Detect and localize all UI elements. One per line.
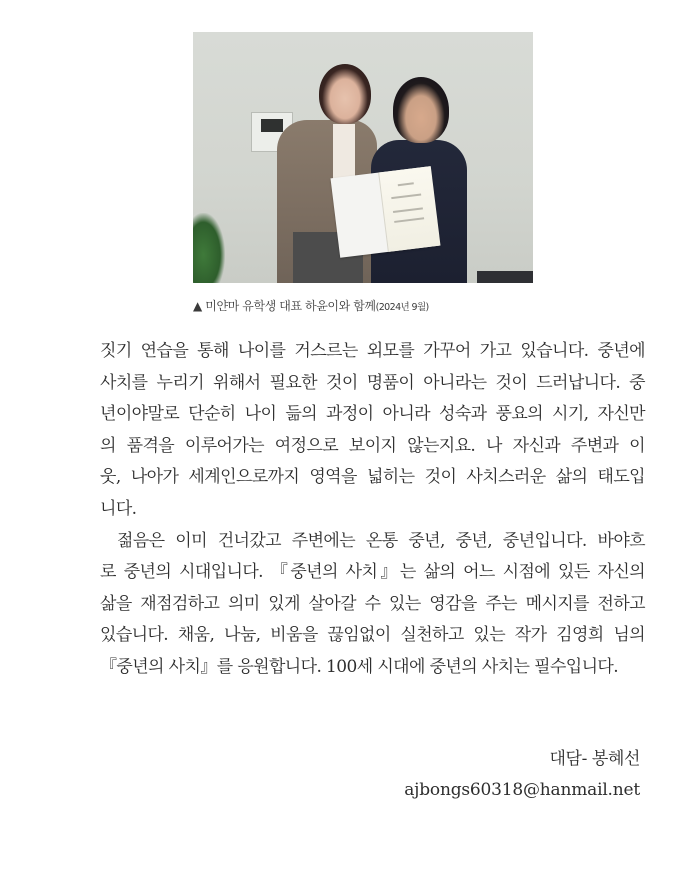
chair bbox=[477, 271, 533, 283]
plant bbox=[193, 213, 225, 283]
interviewer-name: 대담- 봉혜선 bbox=[549, 749, 640, 769]
paragraph-1 bbox=[100, 336, 645, 526]
article-body bbox=[100, 336, 645, 684]
email-address: ajbongs60318@hanmail.net bbox=[404, 780, 640, 800]
text-line: 사치를 누리기 위해서 필요한 것이 명품이 아니라는 것이 드러납니다. 중 bbox=[100, 372, 645, 393]
text-line: 젊음은 이미 건너갔고 주변에는 온통 중년, 중년, 중년입니다. 바야흐 bbox=[117, 530, 645, 551]
text-line: 의 품격을 이루어가는 여정으로 보이지 않는지요. 나 자신과 주변과 이 bbox=[100, 435, 645, 456]
text-line: 로 중년의 시대입니다. 『중년의 사치』는 삶의 어느 시점에 있든 자신의 bbox=[100, 562, 645, 583]
signature-block bbox=[404, 744, 640, 800]
text-line: 『중년의 사치』를 응원합니다. 100세 시대에 중년의 사치는 필수입니다. bbox=[100, 656, 619, 677]
text-line: 니다. bbox=[100, 498, 137, 519]
text-line: 년이야말로 단순히 나이 듦의 과정이 아니라 성숙과 풍요의 시기, 자신만 bbox=[100, 404, 645, 425]
text-line: 있습니다. 채움, 나눔, 비움을 끊임없이 실천하고 있는 작가 김영희 님의 bbox=[100, 625, 645, 646]
text-line: 웃, 나아가 세계인으로까지 영역을 넓히는 것이 사치스러운 삶의 태도입 bbox=[100, 467, 645, 488]
article-photo bbox=[193, 32, 533, 283]
triangle-icon: ▲ bbox=[193, 299, 202, 313]
paragraph-2 bbox=[100, 526, 645, 684]
certificate-folder bbox=[330, 166, 439, 258]
caption-date: (2024년 9월) bbox=[375, 302, 429, 313]
text-line: 삶을 재점검하고 의미 있게 살아갈 수 있는 영감을 주는 메시지를 전하고 bbox=[100, 593, 645, 614]
caption-text: 미얀마 유학생 대표 하윤이와 함께 bbox=[205, 299, 376, 313]
photo-caption bbox=[193, 297, 429, 314]
text-line: 짓기 연습을 통해 나이를 거스르는 외모를 가꾸어 가고 있습니다. 중년에 bbox=[100, 341, 645, 361]
